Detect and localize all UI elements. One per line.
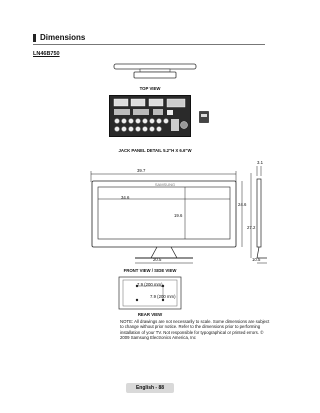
jack-panel-drawing [109,95,191,137]
jack-panel-caption: JACK PANEL DETAIL 5.2"H X 6.6"W [118,148,192,153]
rear-view-caption: REAR VIEW [137,312,163,317]
dim-stand-width: 20.5 [153,257,162,262]
top-view-caption: TOP VIEW [139,86,161,91]
section-title: Dimensions [40,33,86,42]
page-number: English - 88 [126,383,174,393]
dim-depth: 3.1 [257,160,263,165]
section-marker [33,34,36,42]
disclaimer-note: NOTE: All drawings are not necessarily to scale. Some dimensions are subject to change without prior notice. Refer to the dimensions prior to performing installation of your TV. Not responsible for typographical or printed errors. © 2009 Samsung Electronics America, Inc [120,319,270,341]
top-view-drawing [110,62,200,80]
rear-vesa-vertical: 7.9 (200 mm) [150,294,176,299]
dim-screen-height: 19.6 [174,213,183,218]
dim-screen-width: 34.6 [121,195,130,200]
model-number: LN46B750 [33,51,60,57]
dim-panel-height: 24.6 [238,202,247,207]
front-side-caption: FRONT VIEW / SIDE VIEW [123,268,177,273]
section-divider [33,44,265,45]
rear-vesa-horizontal: 7.9 (200 mm) [137,282,163,287]
svg-text:SAMSUNG: SAMSUNG [154,182,176,187]
dim-overall-width: 39.7 [137,168,146,173]
dim-stand-depth: 10.5 [252,257,261,262]
side-jack-drawing [199,111,209,123]
dim-overall-height: 27.2 [247,225,256,230]
